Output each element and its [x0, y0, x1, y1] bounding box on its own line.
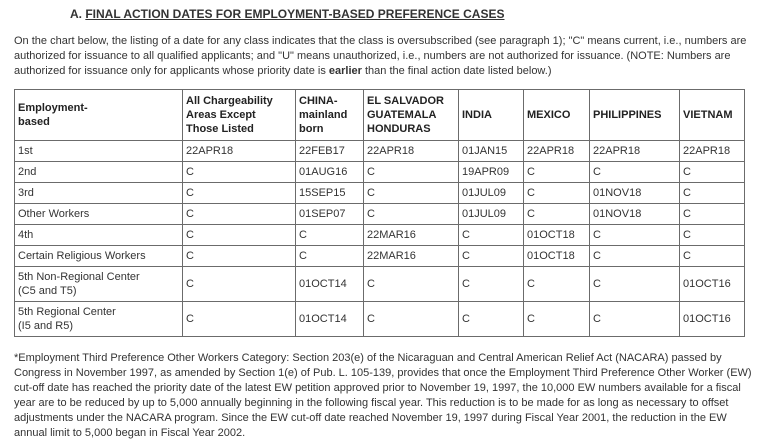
date-cell: C: [364, 302, 459, 337]
table-body: [15, 141, 745, 337]
date-cell: C: [680, 225, 745, 246]
intro-paragraph: [14, 34, 756, 79]
date-cell: 19APR09: [459, 162, 524, 183]
date-cell: C: [590, 246, 680, 267]
section-title: FINAL ACTION DATES FOR EMPLOYMENT-BASED PREFERENCE CASES: [85, 7, 505, 21]
date-cell: 22APR18: [680, 141, 745, 162]
date-cell: 01JAN15: [459, 141, 524, 162]
date-cell: C: [364, 162, 459, 183]
date-cell: C: [590, 302, 680, 337]
date-cell: C: [524, 162, 590, 183]
table-row: [15, 141, 745, 162]
table-header-row: [15, 90, 745, 141]
intro-text-part2: than the final action date listed below.): [361, 65, 552, 77]
date-cell: 01SEP07: [296, 204, 364, 225]
date-cell: C: [459, 267, 524, 302]
column-header-2: CHINA- mainland born: [296, 90, 364, 141]
date-cell: C: [590, 162, 680, 183]
intro-emphasis: earlier: [328, 65, 362, 77]
row-category-cell: 5th Regional Center (I5 and R5): [15, 302, 183, 337]
row-category-cell: Certain Religious Workers: [15, 246, 183, 267]
date-cell: C: [590, 267, 680, 302]
column-header-5: MEXICO: [524, 90, 590, 141]
date-cell: 01OCT18: [524, 246, 590, 267]
row-category-cell: 3rd: [15, 183, 183, 204]
date-cell: 01NOV18: [590, 204, 680, 225]
date-cell: 01AUG16: [296, 162, 364, 183]
table-row: [15, 183, 745, 204]
column-header-7: VIETNAM: [680, 90, 745, 141]
date-cell: C: [183, 267, 296, 302]
table-row: [15, 225, 745, 246]
intro-text-part1: On the chart below, the listing of a date for any class indicates that the class is oversubscribed (see paragraph 1); "C" means current, i.e., numbers are authorized for issuance to all qualified applicants; and "U" means unauthorized, i.e., numbers are not authorized for issuance. (NOTE: Numbers are authorized for issuance only for applicants whose priority date is: [14, 35, 747, 77]
date-cell: C: [459, 302, 524, 337]
date-cell: C: [183, 225, 296, 246]
section-letter: A.: [70, 7, 82, 21]
footnote-paragraph: *Employment Third Preference Other Workers Category: Section 203(e) of the Nicaraguan and Central American Relief Act (NACARA) passed by Congress in November 1997, as amended by Section 1(e) of Pub. L. 105-139, provides that once the Employment Third Preference Other Worker (EW) cut-off date has reached the priority date of the latest EW petition approved prior to November 19, 1997, the 10,000 EW numbers available for a fiscal year are to be reduced by up to 5,000 annually beginning in the following fiscal year. This reduction is to be made for as long as necessary to offset adjustments under the NACARA program. Since the EW cut-off date reached November 19, 1997 during Fiscal Year 2001, the reduction in the EW annual limit to 5,000 began in Fiscal Year 2002.: [14, 352, 752, 439]
date-cell: C: [183, 204, 296, 225]
date-cell: C: [680, 162, 745, 183]
date-cell: 01OCT14: [296, 302, 364, 337]
date-cell: C: [524, 302, 590, 337]
table-row: [15, 267, 745, 302]
date-cell: C: [364, 204, 459, 225]
date-cell: C: [459, 246, 524, 267]
row-category-cell: 4th: [15, 225, 183, 246]
date-cell: C: [680, 204, 745, 225]
column-header-1: All Chargeability Areas Except Those Listed: [183, 90, 296, 141]
table-row: [15, 302, 745, 337]
date-cell: 22MAR16: [364, 246, 459, 267]
section-heading: [70, 6, 758, 22]
date-cell: C: [364, 183, 459, 204]
table-row: [15, 246, 745, 267]
date-cell: C: [296, 246, 364, 267]
date-cell: C: [296, 225, 364, 246]
table-row: [15, 162, 745, 183]
date-cell: C: [524, 204, 590, 225]
date-cell: 22APR18: [183, 141, 296, 162]
date-cell: C: [364, 267, 459, 302]
row-category-cell: 2nd: [15, 162, 183, 183]
date-cell: 01JUL09: [459, 183, 524, 204]
date-cell: C: [680, 183, 745, 204]
date-cell: 01JUL09: [459, 204, 524, 225]
date-cell: 22APR18: [364, 141, 459, 162]
date-cell: C: [183, 183, 296, 204]
date-cell: C: [680, 246, 745, 267]
date-cell: 01OCT16: [680, 302, 745, 337]
column-header-6: PHILIPPINES: [590, 90, 680, 141]
date-cell: 01NOV18: [590, 183, 680, 204]
row-category-cell: 1st: [15, 141, 183, 162]
date-cell: 01OCT16: [680, 267, 745, 302]
row-category-cell: 5th Non-Regional Center (C5 and T5): [15, 267, 183, 302]
date-cell: C: [183, 162, 296, 183]
date-cell: C: [183, 246, 296, 267]
date-cell: 01OCT14: [296, 267, 364, 302]
date-cell: 22FEB17: [296, 141, 364, 162]
table-row: [15, 204, 745, 225]
column-header-0: Employment- based: [15, 90, 183, 141]
date-cell: C: [590, 225, 680, 246]
document-page: [14, 6, 758, 441]
row-category-cell: Other Workers: [15, 204, 183, 225]
date-cell: 22APR18: [590, 141, 680, 162]
date-cell: C: [459, 225, 524, 246]
date-cell: 22APR18: [524, 141, 590, 162]
date-cell: 15SEP15: [296, 183, 364, 204]
date-cell: C: [524, 183, 590, 204]
date-cell: C: [524, 267, 590, 302]
date-cell: 01OCT18: [524, 225, 590, 246]
column-header-4: INDIA: [459, 90, 524, 141]
column-header-3: EL SALVADOR GUATEMALA HONDURAS: [364, 90, 459, 141]
date-cell: C: [183, 302, 296, 337]
date-cell: 22MAR16: [364, 225, 459, 246]
final-action-dates-table: [14, 89, 745, 337]
